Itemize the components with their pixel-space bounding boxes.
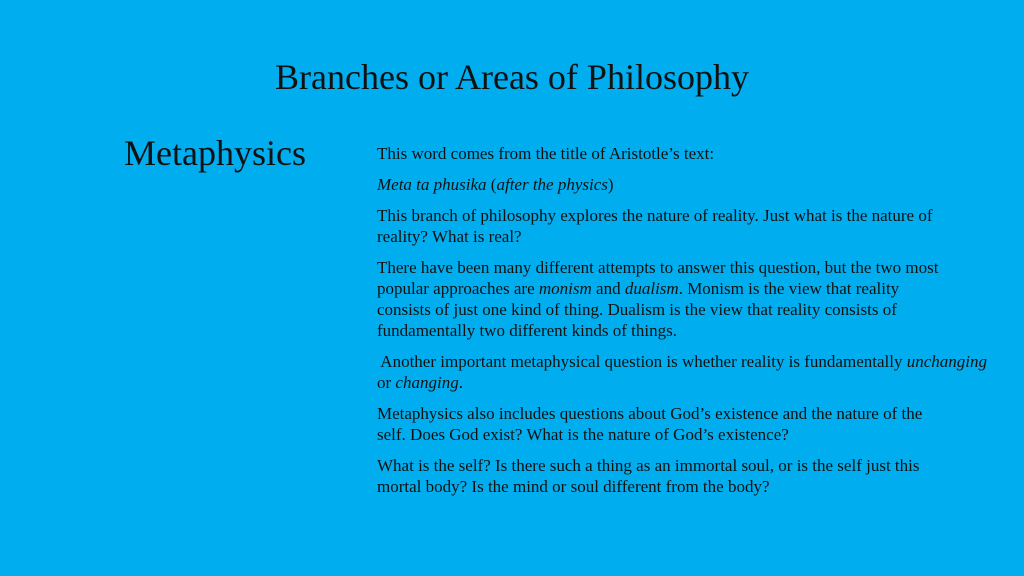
paragraph-change [377,351,987,393]
dualism-term: dualism [624,279,679,298]
greek-title-close: ) [607,175,614,194]
content-body [377,143,987,497]
paragraph-nature-of-reality: This branch of philosophy explores the nature of reality. Just what is the nature of reality? What is real? [377,206,933,246]
paragraph-origin: This word comes from the title of Aristotle’s text: [377,144,715,163]
monism-dualism-text-2: and [591,279,625,298]
paragraph-self: What is the self? Is there such a thing as an immortal soul, or is the self just this mortal body? Is the mind or soul different from the body? [377,456,920,496]
paragraph-monism-dualism [377,257,952,341]
change-text-3: . [458,373,463,392]
changing-term: changing [395,373,459,392]
section-heading: Metaphysics [124,133,306,173]
greek-title-italic: Meta ta phusika [377,175,487,194]
greek-title-translation: after the physics [496,175,608,194]
unchanging-term: unchanging [906,352,987,371]
paragraph-greek-title [377,174,952,195]
slide-title: Branches or Areas of Philosophy [275,57,749,97]
monism-dualism-text-1: There have been many different attempts to answer this question, but the two most popular approaches are [377,258,939,298]
monism-dualism-text-3: . Monism is the view that reality consists of just one kind of thing. Dualism is the view that reality consists of fundamentally two different kinds of things. [377,279,900,340]
paragraph-god: Metaphysics also includes questions about God’s existence and the nature of the self. Does God exist? What is the nature of God’s existence? [377,404,923,444]
monism-term: monism [538,279,592,298]
change-text-1: Another important metaphysical question is whether reality is fundamentally [377,352,907,371]
greek-title-open: ( [486,175,497,194]
change-text-2: or [377,373,396,392]
